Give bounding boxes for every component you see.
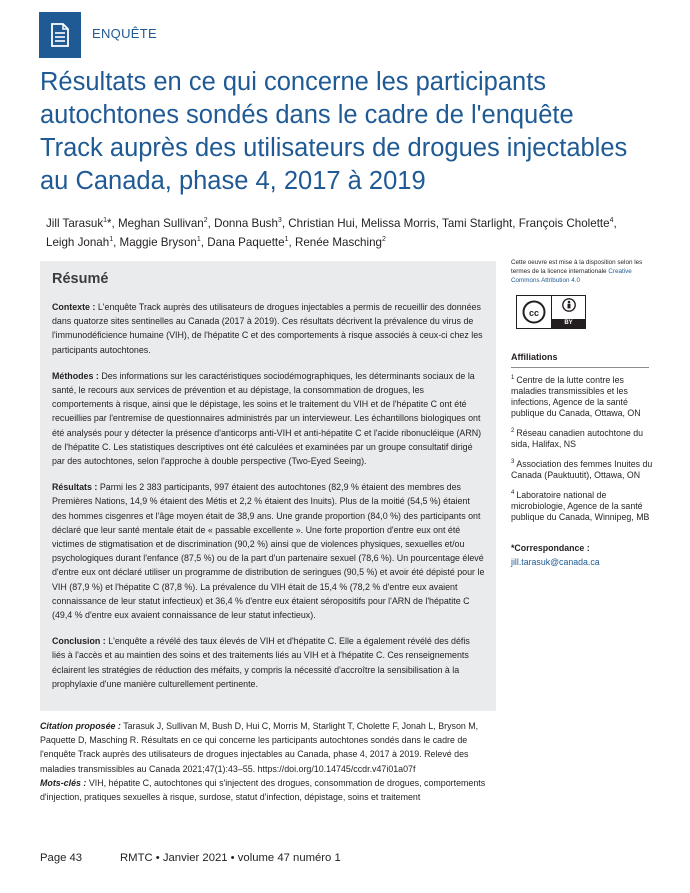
affiliation-text: Réseau canadien autochtone du sida, Halifax, NS bbox=[511, 428, 644, 450]
paragraph-text: L'enquête a révélé des taux élevés de VIH et d'hépatite C. Elle a également révélé des défis liés à l'accès et au maintien des soins et des traitements liés au VIH et à l'hépatite C. Ces renseignements éclairent les stratégies de réduction des méfaits, y compris la nécessité d'accroître la sensibilisation à la prophylaxie d'une manière culturellement pertinente. bbox=[52, 636, 470, 689]
section-label: ENQUÊTE bbox=[92, 26, 157, 41]
author: Donna Bush bbox=[214, 217, 278, 230]
author: Christian Hui, Melissa Morris, Tami Starlight, bbox=[288, 217, 519, 230]
author-affiliation: 3 bbox=[277, 217, 282, 225]
author-separator: , bbox=[288, 236, 295, 249]
author-separator: , bbox=[113, 236, 120, 249]
affiliation-number: 3 bbox=[511, 459, 515, 466]
author: François Cholette bbox=[518, 217, 610, 230]
cc-by-label: BY bbox=[552, 319, 585, 328]
license-note bbox=[511, 259, 653, 285]
abstract-paragraph-results bbox=[52, 480, 485, 622]
cc-by-logo bbox=[516, 295, 586, 329]
cc-by-panel bbox=[552, 296, 585, 328]
person-icon bbox=[562, 298, 576, 312]
affiliation-item bbox=[511, 428, 653, 450]
paragraph-text: Parmi les 2 383 participants, 997 étaient des autochtones (82,9 % étaient des membres des Premières Nations, 14,9 % étaient des Métis et 2,2 % étaient des Inuits). Plus de la moitié (54,5 %) étaient des hommes cisgenres et l'âge moyen était de 38,9 ans. Une grande proportion (84,0 %) des participants ont déclaré que leur santé mentale était de « passable excellente ». Une forte proportion d'entre eux ont été victimes de stigmatisation et de discrimination (90,2 %) ainsi que de violences physiques, sexuelles et/ou psychologiques durant l'enfance (87,5 %) ou de la part d'un partenaire sexuel (78,6 %). Un pourcentage élevé d'entre eux ont déclaré utiliser un programme de distribution de seringues (90,5 %) et avoir été dépisté pour le VIH (87,9 %) et l'hépatite C (87,8 %). La prévalence du VIH était de 15,4 % (78,2 % d'entre eux avaient connaissance de leur statut infectieux) et 36,4 % d'entre eux étaient séropositifs pour l'ARN de l'hépatite C (49,4 % d'entre eux avaient connaissance de leur statut infectieux). bbox=[52, 482, 485, 621]
abstract-title: Résumé bbox=[52, 271, 109, 287]
affiliations-title: Affiliations bbox=[511, 352, 558, 363]
citation-block bbox=[40, 719, 502, 804]
author-separator: , bbox=[200, 236, 208, 249]
page-footer bbox=[40, 852, 341, 864]
sidebar bbox=[511, 259, 653, 567]
affiliations-divider bbox=[511, 367, 649, 368]
document-icon bbox=[50, 23, 70, 47]
suggested-citation bbox=[40, 719, 502, 776]
affiliation-number: 2 bbox=[511, 428, 515, 435]
section-badge bbox=[39, 12, 81, 58]
abstract-paragraph-conclusion bbox=[52, 634, 485, 691]
paragraph-label: Méthodes : bbox=[52, 370, 99, 381]
affiliation-number: 1 bbox=[511, 375, 515, 382]
journal-info: RMTC • Janvier 2021 • volume 47 numéro 1 bbox=[120, 852, 341, 864]
author: Maggie Bryson bbox=[119, 236, 197, 249]
correspondence-email[interactable]: jill.tarasuk@canada.ca bbox=[511, 557, 600, 568]
paragraph-label: Conclusion : bbox=[52, 636, 106, 647]
abstract-box bbox=[40, 261, 496, 711]
paragraph-label: Contexte : bbox=[52, 302, 96, 312]
keywords-text: VIH, hépatite C, autochtones qui s'injectent des drogues, consommation de drogues, comportements d'injection, pratiques sexuelles à risque, surdose, statut d'infection, dépistage, soins et traitement bbox=[40, 777, 486, 803]
author-affiliation: 2 bbox=[381, 236, 386, 244]
keywords-label: Mots-clés : bbox=[40, 777, 87, 788]
author: Leigh Jonah bbox=[46, 236, 110, 249]
author-affiliation: 2 bbox=[203, 217, 208, 225]
author: Dana Paquette bbox=[207, 236, 285, 249]
cc-icon bbox=[517, 296, 552, 328]
author: Meghan Sullivan bbox=[118, 217, 204, 230]
article-title: Résultats en ce qui concerne les participants autochtones sondés dans le cadre de l'enquête Track auprès des utilisateurs de drogues injectables au Canada, phase 4, 2017 à 2019 bbox=[40, 68, 628, 195]
author-affiliation: 1 bbox=[284, 236, 289, 244]
affiliation-item bbox=[511, 490, 653, 523]
affiliation-text: Centre de la lutte contre les maladies transmissibles et les infections, Agence de la santé publique du Canada, Ottawa, ON bbox=[511, 375, 641, 419]
affiliation-item bbox=[511, 375, 653, 419]
author-list bbox=[46, 214, 646, 252]
page-number: Page 43 bbox=[40, 852, 83, 864]
cc-logo-text: cc bbox=[528, 307, 539, 318]
author: Renée Masching bbox=[294, 236, 382, 249]
paragraph-text: Des informations sur les caractéristiques sociodémographiques, les déterminants sociaux de la santé, le recours aux services de prévention et au dépistage, la consommation de drogues, les comportements à risque, ainsi que le dépistage, les soins et le traitement du VIH et de l'hépatite C ont été recueillies par l'entremise de questionnaires administrés par un intervieweur. Les échantillons biologiques ont été analysés pour y détecter la présence d'anticorps anti-VIH et anti-hépatite C et l'acide ribonucléique (ARN) de l'hépatite C. Les statistiques descriptives ont été calculées et examinées par un groupe consultatif dirigé par des autochtones, selon l'approche à double perspective (Two-Eyed Seeing). bbox=[52, 370, 482, 467]
author-separator: , bbox=[281, 217, 289, 230]
affiliation-number: 4 bbox=[511, 490, 515, 497]
affiliation-item bbox=[511, 459, 653, 481]
author-affiliation: 1 bbox=[109, 236, 114, 244]
paragraph-label: Résultats : bbox=[52, 482, 98, 493]
author-affiliation: 4 bbox=[609, 217, 614, 225]
affiliation-text: Laboratoire national de microbiologie, Agence de la santé publique du Canada, Winnipeg, MB bbox=[511, 490, 650, 523]
author-separator: , bbox=[207, 217, 215, 230]
correspondence-title: *Correspondance : bbox=[511, 543, 590, 554]
license-link[interactable]: Creative Commons Attribution 4.0 bbox=[511, 267, 632, 284]
author: Jill Tarasuk bbox=[46, 217, 104, 230]
abstract-paragraph-methods bbox=[52, 369, 485, 468]
license-note-text: Cette oeuvre est mise à la disposition selon les termes de la licence internationale bbox=[511, 259, 643, 275]
keywords bbox=[40, 776, 502, 804]
abstract-paragraph-context bbox=[52, 300, 485, 357]
citation-text: Tarasuk J, Sullivan M, Bush D, Hui C, Morris M, Starlight T, Cholette F, Jonah L, Bryson M, Paquette D, Masching R. Résultats en ce qui concerne les participants autochtones sondés dans le cadre de l'enquête Track auprès des utilisateurs de drogues injectables au Canada, phase 4, 2017 à 2019. Relevé des maladies transmissibles au Canada 2021;47(1):43–55. https://doi.org/10.14745/ccdr.v47i01a07f bbox=[40, 721, 479, 774]
author-affiliation: 1 bbox=[103, 217, 108, 225]
author-separator: *, bbox=[107, 217, 119, 230]
author-affiliation: 1 bbox=[196, 236, 201, 244]
citation-label: Citation proposée : bbox=[40, 721, 121, 731]
abstract-body bbox=[52, 300, 485, 691]
paragraph-text: L'enquête Track auprès des utilisateurs de drogues injectables a permis de recueillir des données dans quatorze sites sentinelles au Canada (2017 à 2019). Ces résultats décrivent la prévalence du virus de l'immunodéficience humaine (VIH), de l'hépatite C et des comportements à risque associés à ceux-ci chez les participants autochtones. bbox=[52, 302, 483, 355]
author-separator: , bbox=[613, 217, 617, 230]
affiliation-text: Association des femmes Inuites du Canada (Pauktuutit), Ottawa, ON bbox=[511, 459, 653, 481]
